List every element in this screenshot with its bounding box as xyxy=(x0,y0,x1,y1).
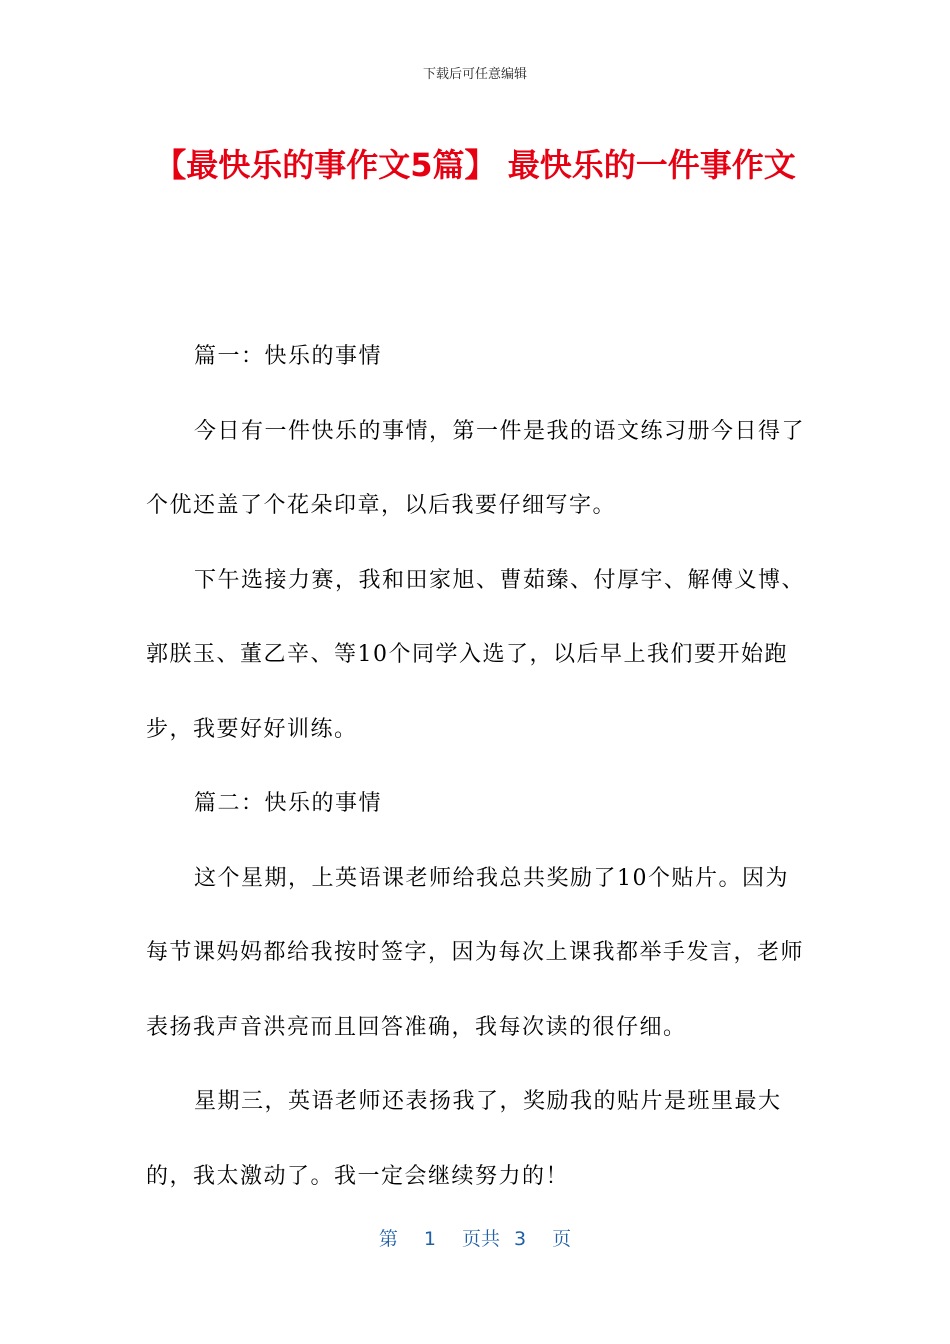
body-paragraph: 今日有一件快乐的事情，第一件是我的语文练习册今日得了个优还盖了个花朵印章，以后我要仔细写字。 xyxy=(146,418,806,518)
section-heading: 篇二：快乐的事情 xyxy=(194,791,383,816)
body-paragraph: 这个星期，上英语课老师给我总共奖励了10个贴片。因为每节课妈妈都给我按时签字，因为每次上课我都举手发言，老师表扬我声音洪亮而且回答准确，我每次读的很仔细。 xyxy=(146,865,805,1040)
document-title: 【最快乐的事作文5篇】 最快乐的一件事作文 xyxy=(154,146,796,184)
body-paragraph: 星期三，英语老师还表扬我了，奖励我的贴片是班里最大的，我太激动了。我一定会继续努力的！ xyxy=(146,1089,782,1189)
footer-total-pages: 3 xyxy=(514,1228,527,1250)
footer-current-page: 1 xyxy=(423,1228,436,1250)
footer-prefix: 第 xyxy=(378,1228,398,1250)
page-header-note: 下载后可任意编辑 xyxy=(422,67,527,82)
document-body xyxy=(146,320,806,1214)
footer-suffix: 页 xyxy=(552,1228,572,1250)
section-heading: 篇一：快乐的事情 xyxy=(194,344,383,369)
footer-middle: 页共 xyxy=(461,1228,500,1250)
page-footer xyxy=(0,1226,950,1252)
body-paragraph: 下午选接力赛，我和田家旭、曹茹臻、付厚宇、解傅义博、郭朕玉、董乙辛、等10个同学入选了，以后早上我们要开始跑步，我要好好训练。 xyxy=(146,567,806,742)
